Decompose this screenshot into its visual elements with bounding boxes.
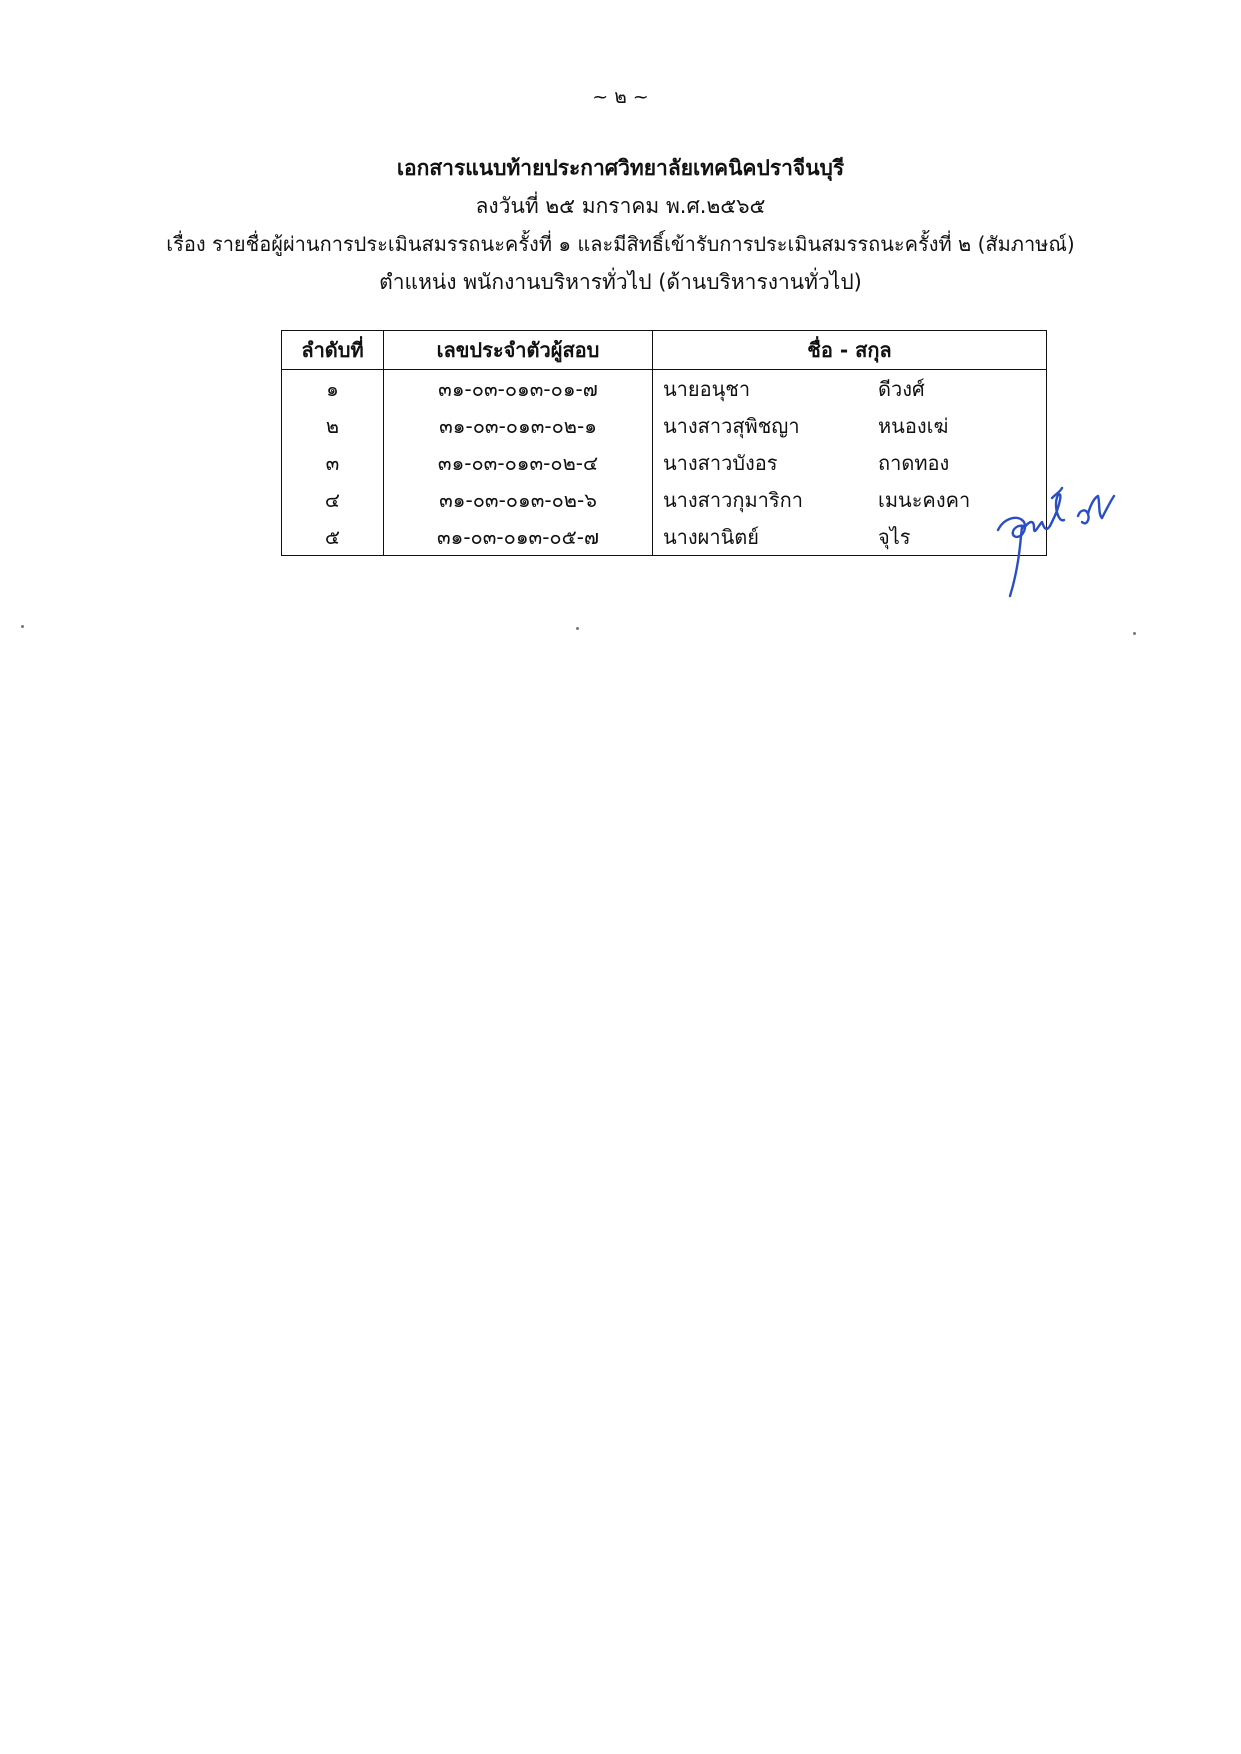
document-header [0,158,1241,310]
row-first-name: นายอนุชา [663,376,751,401]
document-date: ลงวันที่ ๒๕ มกราคม พ.ศ.๒๕๖๕ [475,194,766,218]
table-row [282,407,1047,444]
scan-speck [576,627,579,630]
row-exam-id: ๓๑-๐๓-๐๑๓-๐๒-๖ [384,481,653,518]
header-order: ลำดับที่ [282,331,384,370]
row-full-name [653,518,1047,556]
row-order: ๑ [282,370,384,408]
row-exam-id: ๓๑-๐๓-๐๑๓-๐๑-๗ [384,370,653,408]
document-position: ตำแหน่ง พนักงานบริหารทั่วไป (ด้านบริหารงานทั่วไป) [379,270,862,294]
row-last-name: ดีวงศ์ [878,376,925,401]
row-full-name [653,481,1047,518]
table-row [282,481,1047,518]
table-row [282,444,1047,481]
row-order: ๔ [282,481,384,518]
row-order: ๒ [282,407,384,444]
scan-speck [21,625,24,628]
row-last-name: จุไร [878,524,911,549]
scan-speck [1133,632,1136,635]
row-full-name [653,444,1047,481]
header-full-name: ชื่อ - สกุล [653,331,1047,370]
table-header-row [282,331,1047,370]
header-exam-id: เลขประจำตัวผู้สอบ [384,331,653,370]
page-number: ~ ๒ ~ [592,86,649,108]
results-table [281,330,1047,556]
table-row [282,370,1047,408]
document-subject: เรื่อง รายชื่อผู้ผ่านการประเมินสมรรถนะครั้งที่ ๑ และมีสิทธิ์เข้ารับการประเมินสมรรถนะครั้งที่ ๒ (สัมภาษณ์) [166,232,1075,256]
table-row [282,518,1047,556]
row-last-name: เมนะคงคา [878,487,971,512]
row-last-name: หนองเฆ่ [878,413,949,438]
handwritten-signature [990,470,1120,600]
row-exam-id: ๓๑-๐๓-๐๑๓-๐๒-๔ [384,444,653,481]
document-title: เอกสารแนบท้ายประกาศวิทยาลัยเทคนิคปราจีนบุรี [396,156,845,180]
row-last-name: ถาดทอง [878,450,950,475]
row-first-name: นางสาวสุพิชญา [663,413,800,438]
signature-strokes [998,488,1114,596]
row-order: ๕ [282,518,384,556]
row-full-name [653,407,1047,444]
row-full-name [653,370,1047,408]
row-first-name: นางผานิตย์ [663,524,759,549]
row-first-name: นางสาวบังอร [663,450,778,475]
row-exam-id: ๓๑-๐๓-๐๑๓-๐๒-๑ [384,407,653,444]
row-exam-id: ๓๑-๐๓-๐๑๓-๐๕-๗ [384,518,653,556]
row-order: ๓ [282,444,384,481]
row-first-name: นางสาวกุมาริกา [663,487,803,512]
